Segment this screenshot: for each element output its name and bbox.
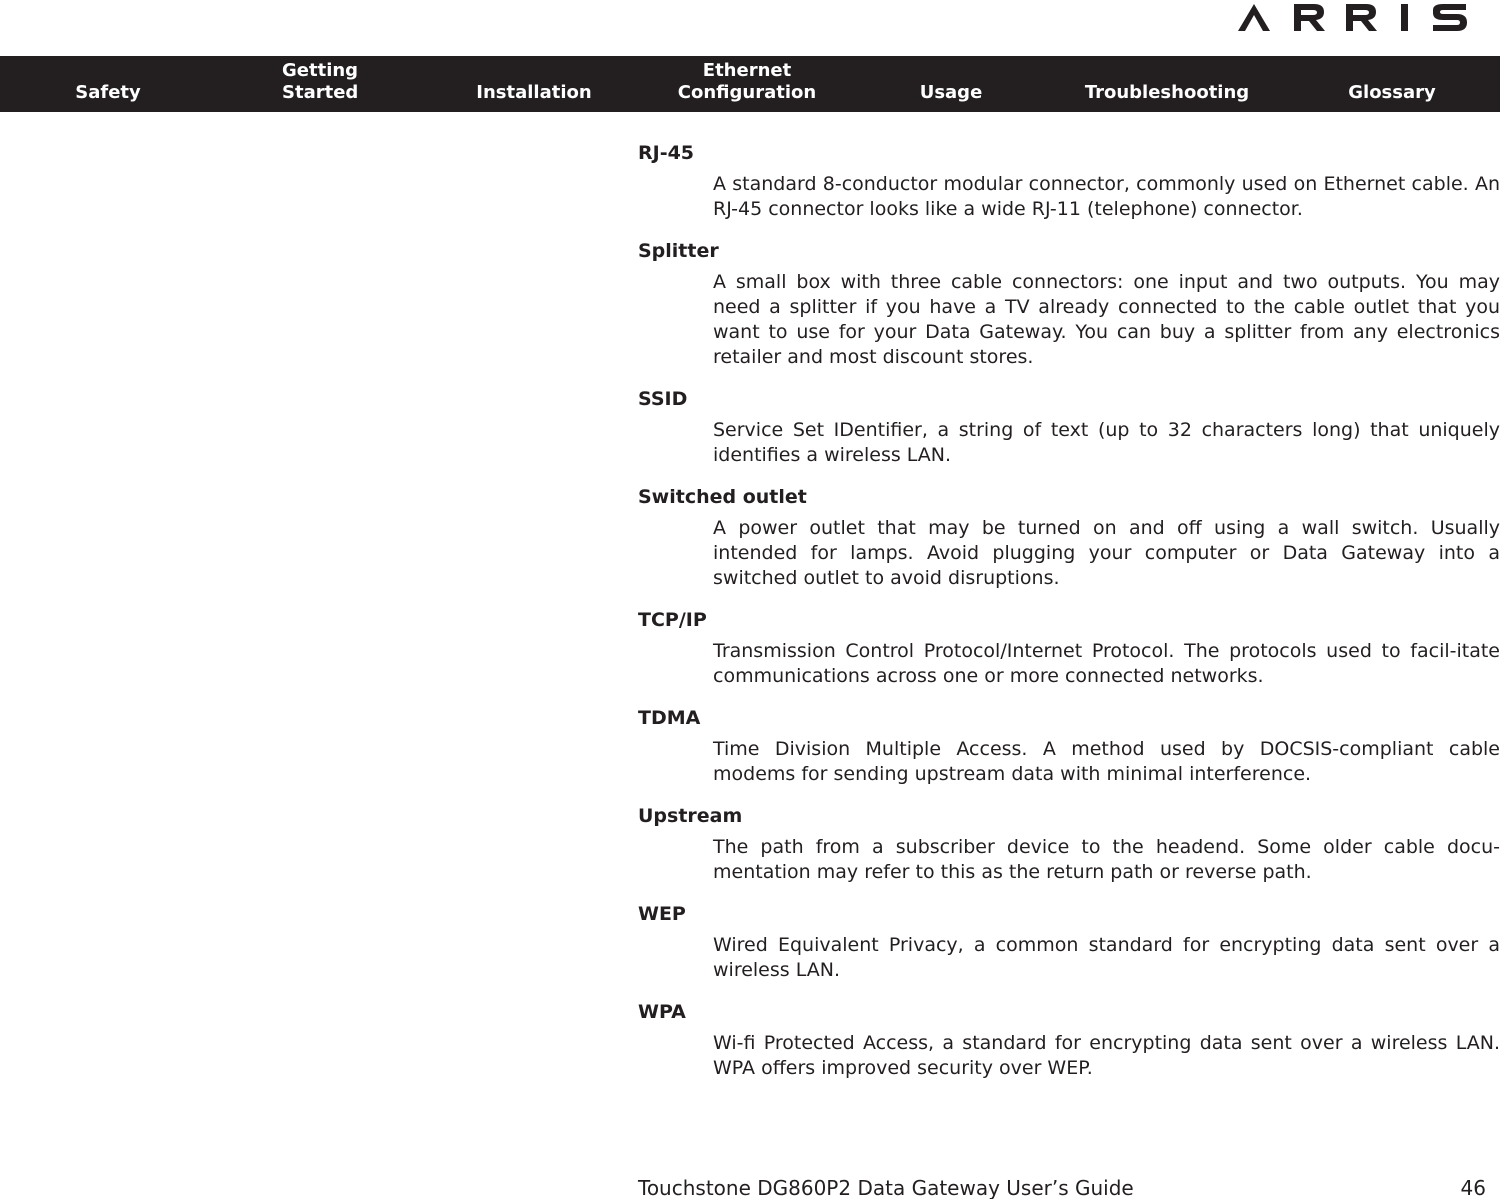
glossary-entry [638, 484, 1500, 591]
glossary-term: Upstream [638, 805, 743, 827]
glossary-entry [638, 607, 1500, 689]
glossary-term: SSID [638, 388, 688, 410]
glossary-definition: A power outlet that may be turned on and off using a wall switch. Usually intended for lamps. Avoid plugging your computer or Data Gateway into a switched outlet to avoid disruptions. [713, 517, 1500, 589]
glossary-term: WPA [638, 1001, 686, 1023]
glossary-term: TDMA [638, 707, 701, 729]
footer-document-title: Touchstone DG860P2 Data Gateway User’s Guide [638, 1176, 1134, 1199]
nav-tab-troubleshooting-label: Troubleshooting [1084, 82, 1250, 103]
glossary-entry [638, 803, 1500, 885]
nav-tab-getting-started-label-1: Getting [282, 60, 359, 81]
nav-tab-usage[interactable] [910, 56, 992, 112]
footer-page-number: 46 [1460, 1176, 1486, 1199]
glossary-definition: The path from a subscriber device to the headend. Some older cable docu-mentation may refer to this as the return path or reverse path. [713, 836, 1500, 883]
nav-tab-getting-started-label-2: Started [282, 82, 359, 103]
glossary-term: Switched outlet [638, 486, 807, 508]
glossary-entry [638, 140, 1500, 222]
nav-tab-ethernet-label-2: Conﬁguration [677, 82, 817, 103]
nav-tab-troubleshooting[interactable] [1076, 56, 1258, 112]
glossary-list [638, 140, 1500, 1097]
nav-tab-glossary[interactable] [1340, 56, 1444, 112]
glossary-entry [638, 901, 1500, 983]
glossary-definition: Service Set IDentiﬁer, a string of text (up to 32 characters long) that uniquely identiﬁes a wireless LAN. [713, 419, 1500, 466]
glossary-entry [638, 999, 1500, 1081]
top-navigation [0, 56, 1500, 112]
glossary-entry [638, 386, 1500, 468]
glossary-entry [638, 705, 1500, 787]
glossary-definition: Wi-ﬁ Protected Access, a standard for encrypting data sent over a wireless LAN. WPA offers improved security over WEP. [713, 1032, 1500, 1079]
glossary-term: Splitter [638, 240, 719, 262]
arris-logo [1238, 0, 1500, 40]
glossary-definition: Time Division Multiple Access. A method used by DOCSIS-compliant cable modems for sending upstream data with minimal interference. [713, 738, 1500, 785]
nav-tab-getting-started[interactable] [282, 56, 382, 112]
glossary-definition: Transmission Control Protocol/Internet Protocol. The protocols used to facil-itate communications across one or more connected networks. [713, 640, 1500, 687]
glossary-definition: A standard 8-conductor modular connector, commonly used on Ethernet cable. An RJ-45 connector looks like a wide RJ-11 (telephone) connector. [713, 173, 1500, 220]
glossary-term: RJ-45 [638, 142, 695, 164]
glossary-definition: Wired Equivalent Privacy, a common standard for encrypting data sent over a wireless LAN. [713, 934, 1500, 981]
nav-tab-glossary-label: Glossary [1348, 82, 1436, 103]
nav-tab-usage-label: Usage [919, 82, 983, 103]
nav-tab-ethernet-label-1: Ethernet [702, 60, 792, 81]
glossary-entry [638, 238, 1500, 370]
nav-tab-installation-label: Installation [476, 82, 592, 103]
glossary-definition: A small box with three cable connectors: one input and two outputs. You may need a splitter if you have a TV already connected to the cable outlet that you want to use for your Data Gateway. You can buy a splitter from any electronics retailer and most discount stores. [713, 271, 1500, 368]
nav-tab-safety-label: Safety [75, 82, 141, 103]
nav-tab-safety[interactable] [60, 56, 156, 112]
glossary-term: TCP/IP [638, 609, 707, 631]
nav-tab-installation[interactable] [468, 56, 600, 112]
nav-tab-ethernet-configuration[interactable] [670, 56, 824, 112]
glossary-term: WEP [638, 903, 686, 925]
